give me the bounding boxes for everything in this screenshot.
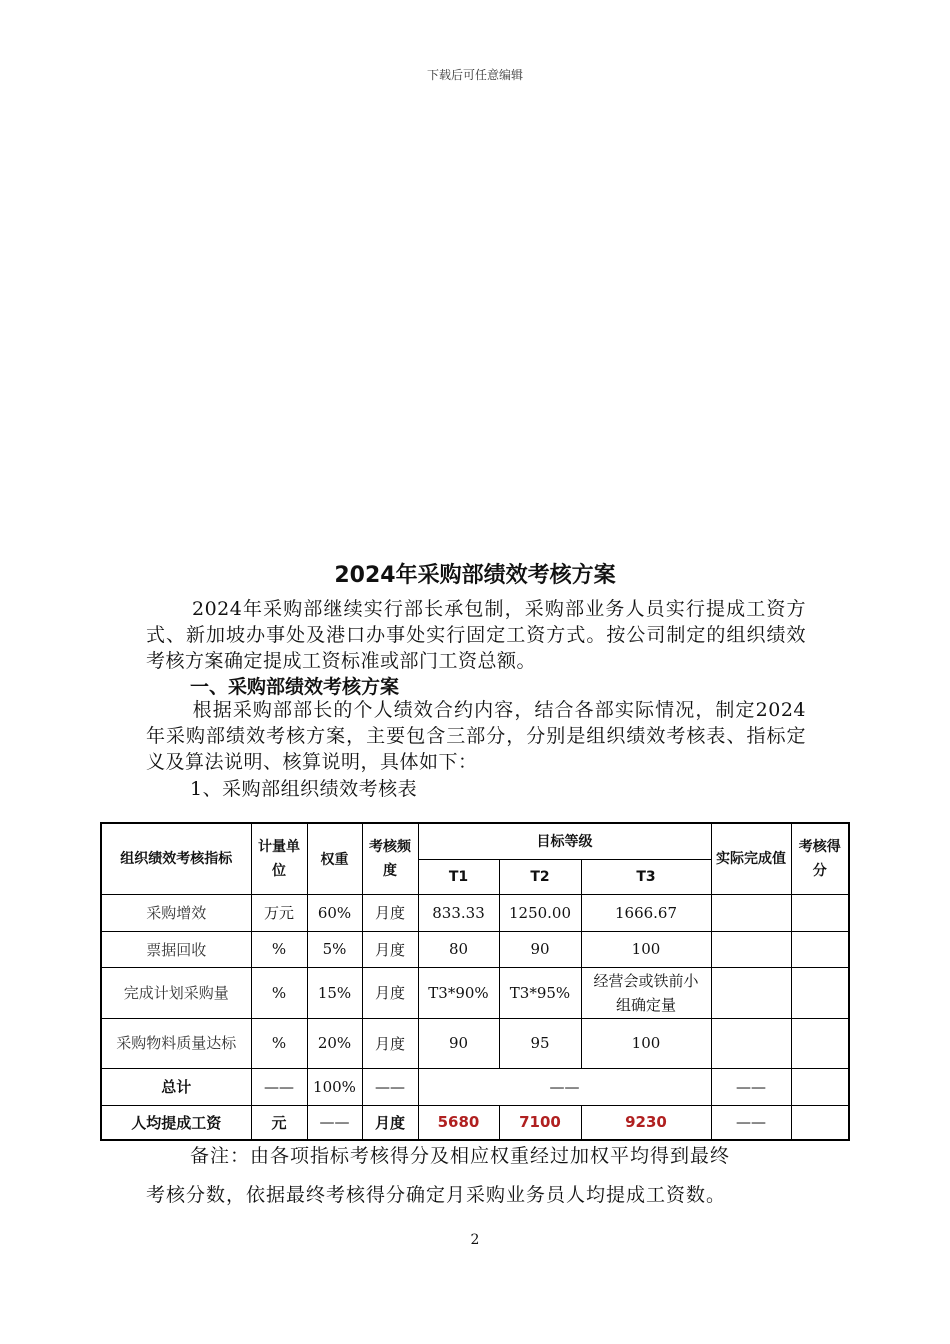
row-actual — [711, 894, 791, 931]
header-actual: 实际完成值 — [711, 823, 791, 894]
row-score — [791, 894, 849, 931]
kpi-table — [100, 822, 850, 1141]
row-unit: 万元 — [251, 894, 307, 931]
header-t1: T1 — [418, 859, 499, 894]
row-frequency: 月度 — [362, 894, 418, 931]
total-frequency: —— — [362, 1068, 418, 1105]
avg-label: 人均提成工资 — [101, 1105, 251, 1140]
table-row — [101, 1018, 849, 1068]
avg-t2: 7100 — [499, 1105, 581, 1140]
row-t3: 1666.67 — [581, 894, 711, 931]
row-frequency: 月度 — [362, 967, 418, 1018]
avg-actual: —— — [711, 1105, 791, 1140]
header-score: 考核得分 — [791, 823, 849, 894]
total-unit: —— — [251, 1068, 307, 1105]
section1-text: 根据采购部部长的个人绩效合约内容，结合各部实际情况，制定2024年采购部绩效考核方案，主要包含三部分，分别是组织绩效考核表、指标定义及算法说明、核算说明，具体如下： — [146, 699, 806, 773]
avg-t1: 5680 — [418, 1105, 499, 1140]
row-t2: 1250.00 — [499, 894, 581, 931]
table-row — [101, 967, 849, 1018]
row-t3: 经营会或铁前小组确定量 — [581, 967, 711, 1018]
row-frequency: 月度 — [362, 931, 418, 967]
table-row — [101, 931, 849, 967]
total-targets: —— — [418, 1068, 711, 1105]
total-row — [101, 1068, 849, 1105]
header-weight: 权重 — [307, 823, 362, 894]
header-frequency: 考核频度 — [362, 823, 418, 894]
table-row — [101, 894, 849, 931]
avg-score — [791, 1105, 849, 1140]
intro-paragraph — [146, 596, 806, 674]
header-t3: T3 — [581, 859, 711, 894]
row-weight: 15% — [307, 967, 362, 1018]
row-score — [791, 1018, 849, 1068]
row-actual — [711, 1018, 791, 1068]
header-unit: 计量单位 — [251, 823, 307, 894]
note-line-1: 备注：由各项指标考核得分及相应权重经过加权平均得到最终 — [190, 1145, 731, 1167]
row-unit: % — [251, 967, 307, 1018]
document-title: 2024年采购部绩效考核方案 — [334, 563, 616, 588]
row-indicator: 完成计划采购量 — [101, 967, 251, 1018]
intro-text: 2024年采购部继续实行部长承包制，采购部业务人员实行提成工资方式、新加坡办事处及港口办事处实行固定工资方式。按公司制定的组织绩效考核方案确定提成工资标准或部门工资总额。 — [146, 598, 806, 672]
row-indicator: 采购物料质量达标 — [101, 1018, 251, 1068]
row-t1: 80 — [418, 931, 499, 967]
avg-unit: 元 — [251, 1105, 307, 1140]
header-indicator: 组织绩效考核指标 — [101, 823, 251, 894]
header-t2: T2 — [499, 859, 581, 894]
total-weight: 100% — [307, 1068, 362, 1105]
row-actual — [711, 931, 791, 967]
row-indicator: 采购增效 — [101, 894, 251, 931]
section1-heading: 一、采购部绩效考核方案 — [190, 676, 400, 698]
note-line-2: 考核分数，依据最终考核得分确定月采购业务员人均提成工资数。 — [146, 1184, 727, 1206]
total-label: 总计 — [101, 1068, 251, 1105]
row-t2: 90 — [499, 931, 581, 967]
row-unit: % — [251, 931, 307, 967]
row-score — [791, 931, 849, 967]
row-weight: 5% — [307, 931, 362, 967]
row-t1: T3*90% — [418, 967, 499, 1018]
avg-t3: 9230 — [581, 1105, 711, 1140]
row-weight: 20% — [307, 1018, 362, 1068]
table-heading: 1、采购部组织绩效考核表 — [190, 778, 418, 800]
row-weight: 60% — [307, 894, 362, 931]
total-actual: —— — [711, 1068, 791, 1105]
row-unit: % — [251, 1018, 307, 1068]
row-actual — [711, 967, 791, 1018]
avg-weight: —— — [307, 1105, 362, 1140]
row-t1: 833.33 — [418, 894, 499, 931]
header-note: 下载后可任意编辑 — [426, 68, 523, 82]
row-t2: T3*95% — [499, 967, 581, 1018]
avg-frequency: 月度 — [362, 1105, 418, 1140]
page-number: 2 — [470, 1232, 480, 1248]
row-score — [791, 967, 849, 1018]
row-t2: 95 — [499, 1018, 581, 1068]
header-target-group: 目标等级 — [418, 823, 711, 859]
row-t3: 100 — [581, 1018, 711, 1068]
row-indicator: 票据回收 — [101, 931, 251, 967]
row-t1: 90 — [418, 1018, 499, 1068]
total-score — [791, 1068, 849, 1105]
avg-row — [101, 1105, 849, 1140]
row-t3: 100 — [581, 931, 711, 967]
row-frequency: 月度 — [362, 1018, 418, 1068]
section1-paragraph — [146, 697, 806, 775]
